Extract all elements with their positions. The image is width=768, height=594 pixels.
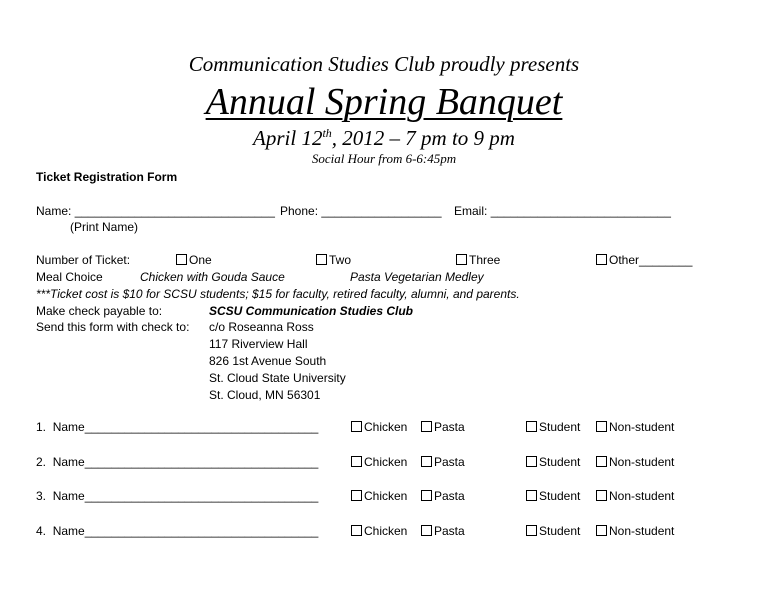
attendee-row[interactable]: 1. Name___________________________________ <box>36 420 319 434</box>
cost-note: ***Ticket cost is $10 for SCSU students; $15 for faculty, retired faculty, alumni, and parents. <box>36 287 520 301</box>
student-checkbox[interactable]: Student <box>526 489 580 503</box>
payable-value: SCSU Communication Studies Club <box>209 304 414 318</box>
chicken-checkbox[interactable]: Chicken <box>351 455 407 469</box>
attendee-row[interactable]: 4. Name___________________________________ <box>36 524 319 538</box>
attendee-row[interactable]: 3. Name___________________________________ <box>36 489 319 503</box>
meal-label: Meal Choice <box>36 270 103 284</box>
non-student-checkbox[interactable]: Non-student <box>596 524 674 538</box>
checkbox-icon <box>526 525 537 536</box>
address-line: c/o Roseanna Ross <box>209 320 314 334</box>
checkbox-icon <box>596 421 607 432</box>
phone-field[interactable]: Phone: __________________ <box>280 204 442 218</box>
header-line: Communication Studies Club proudly presents <box>188 52 580 76</box>
ticket-other-checkbox[interactable]: Other________ <box>596 253 692 267</box>
address-line: 826 1st Avenue South <box>209 354 327 368</box>
checkbox-icon <box>176 254 187 265</box>
checkbox-icon <box>456 254 467 265</box>
address-line: St. Cloud State University <box>209 371 346 385</box>
meal-option-pasta: Pasta Vegetarian Medley <box>350 270 484 284</box>
checkbox-icon <box>316 254 327 265</box>
non-student-checkbox[interactable]: Non-student <box>596 489 674 503</box>
checkbox-icon <box>596 490 607 501</box>
checkbox-icon <box>351 490 362 501</box>
checkbox-icon <box>351 421 362 432</box>
chicken-checkbox[interactable]: Chicken <box>351 420 407 434</box>
form-title: Ticket Registration Form <box>36 170 178 184</box>
meal-option-chicken: Chicken with Gouda Sauce <box>140 270 285 284</box>
checkbox-icon <box>351 525 362 536</box>
checkbox-icon <box>526 490 537 501</box>
checkbox-icon <box>526 456 537 467</box>
pasta-checkbox[interactable]: Pasta <box>421 524 465 538</box>
checkbox-icon <box>421 490 432 501</box>
ticket-three-checkbox[interactable]: Three <box>456 253 500 267</box>
ticket-one-checkbox[interactable]: One <box>176 253 212 267</box>
print-name-hint: (Print Name) <box>70 220 139 234</box>
checkbox-icon <box>526 421 537 432</box>
email-field[interactable]: Email: ___________________________ <box>454 204 671 218</box>
student-checkbox[interactable]: Student <box>526 420 580 434</box>
student-checkbox[interactable]: Student <box>526 524 580 538</box>
student-checkbox[interactable]: Student <box>526 455 580 469</box>
ticket-count-label: Number of Ticket: <box>36 253 131 267</box>
pasta-checkbox[interactable]: Pasta <box>421 455 465 469</box>
address-line: St. Cloud, MN 56301 <box>209 388 321 402</box>
social-hour: Social Hour from 6-6:45pm <box>311 151 457 166</box>
attendee-row[interactable]: 2. Name___________________________________ <box>36 455 319 469</box>
checkbox-icon <box>596 254 607 265</box>
chicken-checkbox[interactable]: Chicken <box>351 489 407 503</box>
non-student-checkbox[interactable]: Non-student <box>596 420 674 434</box>
event-date: April 12th, 2012 – 7 pm to 9 pm <box>253 126 515 150</box>
name-field[interactable]: Name: ______________________________ <box>36 204 275 218</box>
send-label: Send this form with check to: <box>36 320 190 334</box>
pasta-checkbox[interactable]: Pasta <box>421 489 465 503</box>
payable-label: Make check payable to: <box>36 304 163 318</box>
chicken-checkbox[interactable]: Chicken <box>351 524 407 538</box>
checkbox-icon <box>421 421 432 432</box>
non-student-checkbox[interactable]: Non-student <box>596 455 674 469</box>
pasta-checkbox[interactable]: Pasta <box>421 420 465 434</box>
checkbox-icon <box>596 525 607 536</box>
ticket-two-checkbox[interactable]: Two <box>316 253 351 267</box>
address-line: 117 Riverview Hall <box>209 337 308 351</box>
checkbox-icon <box>421 456 432 467</box>
checkbox-icon <box>421 525 432 536</box>
checkbox-icon <box>596 456 607 467</box>
checkbox-icon <box>351 456 362 467</box>
event-title: Annual Spring Banquet <box>205 81 563 123</box>
